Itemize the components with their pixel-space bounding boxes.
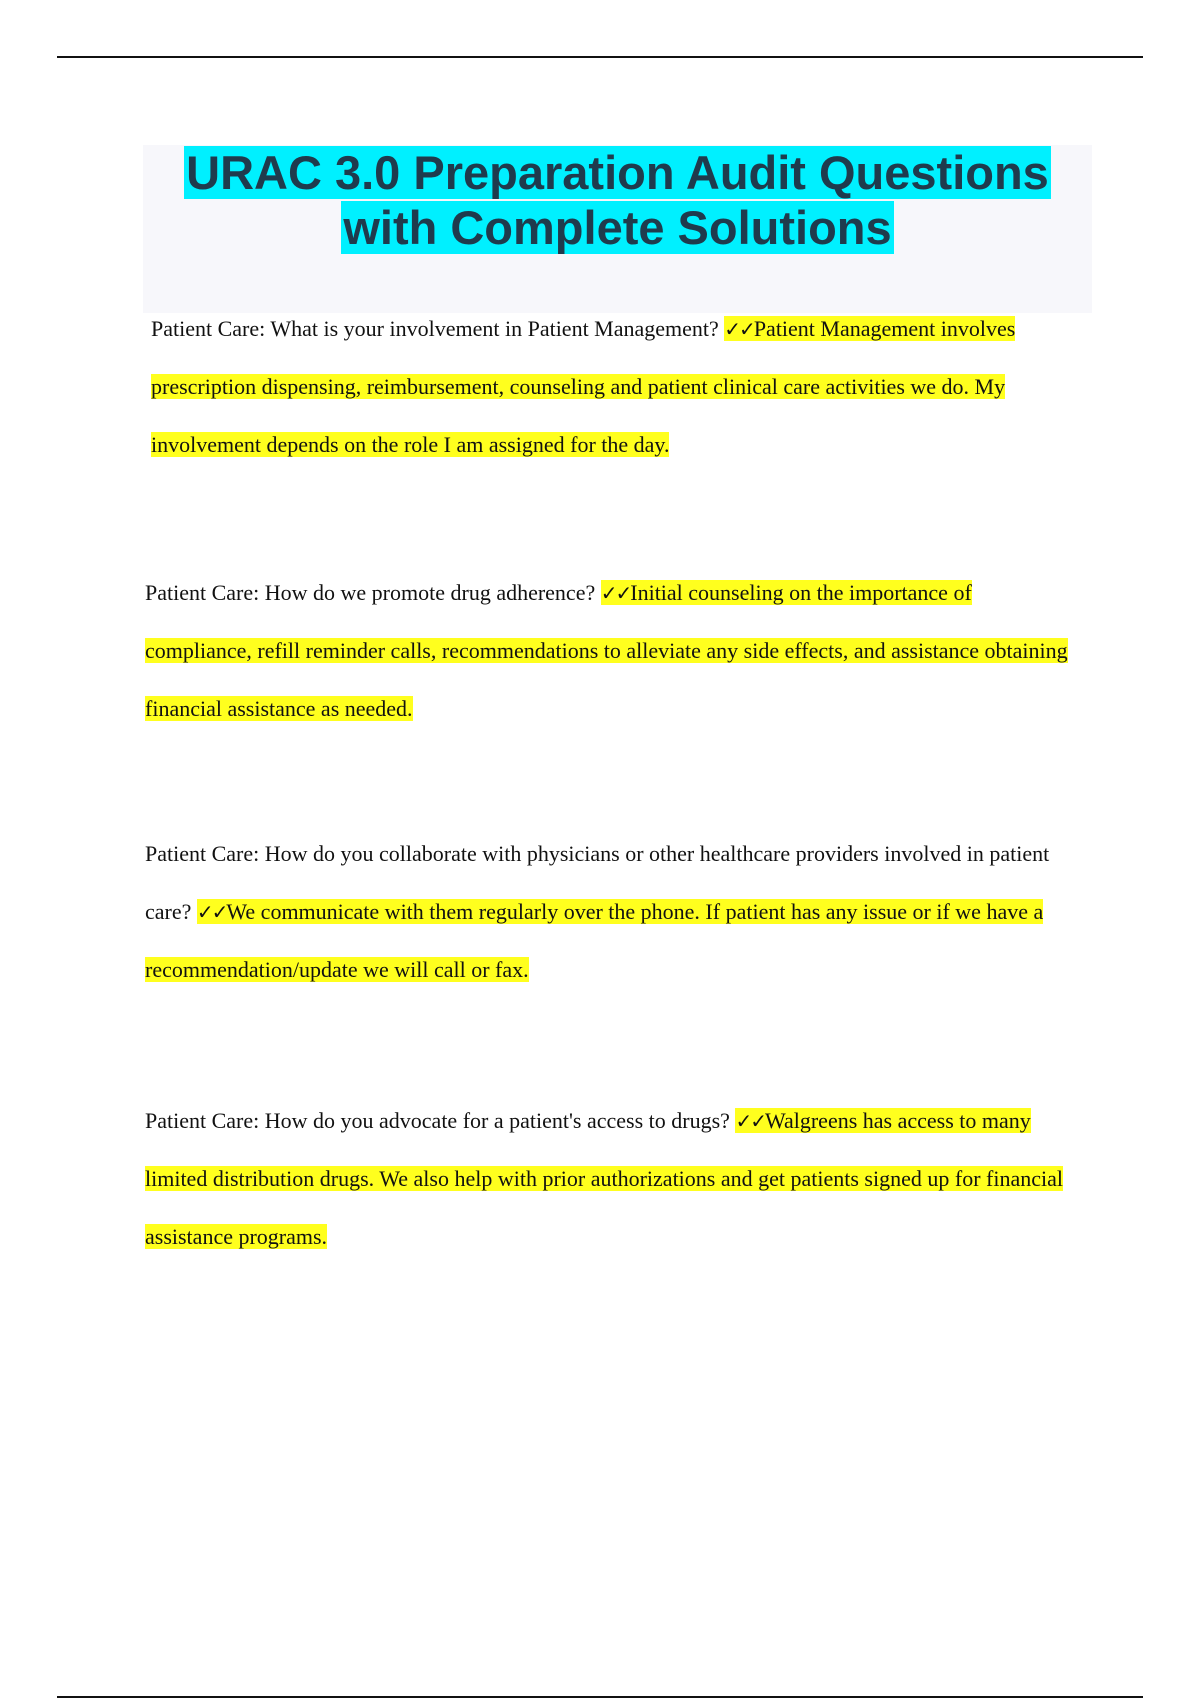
question-text: Patient Care: How do you advocate for a patient's access to drugs? [145, 1108, 730, 1133]
answer-highlight [145, 899, 1043, 982]
question-text: Patient Care: How do we promote drug adherence? [145, 580, 596, 605]
footer-rule [57, 1696, 1143, 1698]
double-check-icon: ✓✓ [600, 581, 631, 605]
header-rule [57, 56, 1143, 58]
qa-item-2 [145, 564, 1070, 738]
answer-text: We communicate with them regularly over the phone. If patient has any issue or if we have a recommendation/update we will call or fax. [145, 899, 1044, 982]
title-line-2: with Complete Solutions [343, 201, 892, 254]
question-text: Patient Care: What is your involvement in Patient Management? [151, 316, 719, 341]
double-check-icon: ✓✓ [735, 1109, 765, 1133]
qa-item-4 [145, 1092, 1070, 1266]
qa-item-1 [151, 300, 1066, 474]
double-check-icon: ✓✓ [724, 317, 754, 341]
double-check-icon: ✓✓ [196, 900, 227, 924]
document-title [143, 145, 1092, 255]
answer-text: Patient Management involves prescription dispensing, reimbursement, counseling and patient clinical care activities we do. My involvement depends on the role I am assigned for the day. [151, 316, 1016, 457]
title-line-1: URAC 3.0 Preparation Audit Questions [186, 146, 1049, 199]
answer-text: Initial counseling on the importance of compliance, refill reminder calls, recommendations to alleviate any side effects, and assistance obtaining financial assistance as needed. [145, 580, 1068, 721]
question-text: Patient Care: How do you collaborate with physicians or other healthcare providers involved in patient care? [145, 841, 1050, 924]
qa-item-3 [145, 825, 1070, 999]
answer-text: Walgreens has access to many limited distribution drugs. We also help with prior authorizations and get patients signed up for financial assistance programs. [145, 1108, 1063, 1249]
